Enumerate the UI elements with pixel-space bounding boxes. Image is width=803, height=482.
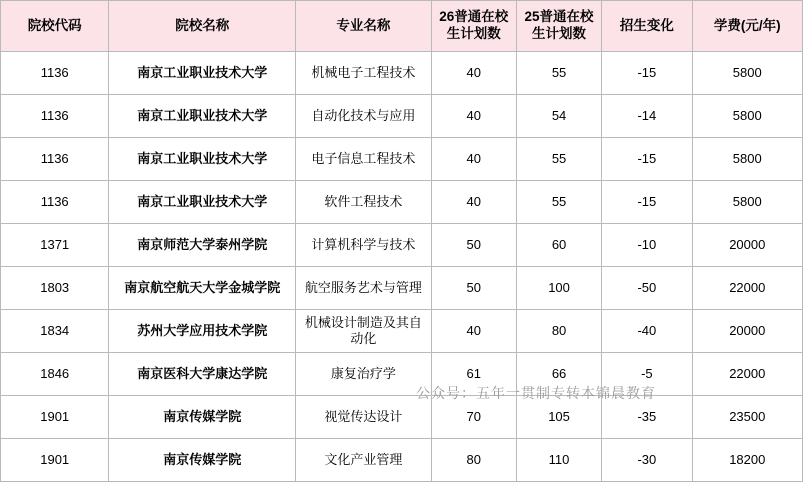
- cell-plan-2026: 40: [431, 52, 516, 95]
- column-header-code: 院校代码: [1, 1, 109, 52]
- cell-code: 1136: [1, 95, 109, 138]
- cell-change: -15: [602, 181, 692, 224]
- column-header-plan-2025: 25普通在校生计划数: [516, 1, 601, 52]
- cell-code: 1136: [1, 138, 109, 181]
- watermark-text: 公众号：五年一贯制专转本锦晨教育: [416, 385, 656, 401]
- cell-major: 航空服务艺术与管理: [296, 267, 432, 310]
- cell-code: 1136: [1, 52, 109, 95]
- cell-fee: 20000: [692, 224, 802, 267]
- cell-plan-2026: 40: [431, 138, 516, 181]
- table-row: [1, 310, 803, 353]
- table-row: [1, 95, 803, 138]
- cell-plan-2025: 100: [516, 267, 601, 310]
- table-row: [1, 138, 803, 181]
- cell-plan-2026: 80: [431, 439, 516, 482]
- column-header-fee: 学费(元/年): [692, 1, 802, 52]
- cell-code: 1803: [1, 267, 109, 310]
- table-row: [1, 267, 803, 310]
- cell-change: -35: [602, 396, 692, 439]
- cell-major: 自动化技术与应用: [296, 95, 432, 138]
- cell-school: 南京传媒学院: [109, 396, 296, 439]
- cell-plan-2026: 40: [431, 95, 516, 138]
- cell-fee: 5800: [692, 138, 802, 181]
- table-row: [1, 224, 803, 267]
- cell-change: -14: [602, 95, 692, 138]
- column-header-plan-2026: 26普通在校生计划数: [431, 1, 516, 52]
- cell-fee: 5800: [692, 181, 802, 224]
- table-body: [1, 52, 803, 482]
- cell-fee: 23500: [692, 396, 802, 439]
- cell-code: 1901: [1, 439, 109, 482]
- column-header-change: 招生变化: [602, 1, 692, 52]
- cell-plan-2025: 55: [516, 52, 601, 95]
- cell-change: -30: [602, 439, 692, 482]
- cell-school: 南京医科大学康达学院: [109, 353, 296, 396]
- cell-school: 南京师范大学泰州学院: [109, 224, 296, 267]
- table-row: [1, 396, 803, 439]
- cell-plan-2025: 54: [516, 95, 601, 138]
- cell-major: 机械电子工程技术: [296, 52, 432, 95]
- cell-change: -15: [602, 138, 692, 181]
- table-header-row: [1, 1, 803, 52]
- cell-plan-2025: 60: [516, 224, 601, 267]
- cell-change: -10: [602, 224, 692, 267]
- cell-fee: 22000: [692, 267, 802, 310]
- cell-plan-2026: 40: [431, 181, 516, 224]
- table-row: [1, 181, 803, 224]
- cell-plan-2026: 61: [431, 353, 516, 396]
- cell-code: 1901: [1, 396, 109, 439]
- cell-major: 康复治疗学: [296, 353, 432, 396]
- cell-fee: 5800: [692, 52, 802, 95]
- cell-major: 文化产业管理: [296, 439, 432, 482]
- column-header-major: 专业名称: [296, 1, 432, 52]
- cell-major: 视觉传达设计: [296, 396, 432, 439]
- table-row: [1, 353, 803, 396]
- cell-major: 机械设计制造及其自动化: [296, 310, 432, 353]
- cell-major: 计算机科学与技术: [296, 224, 432, 267]
- cell-plan-2025: 66: [516, 353, 601, 396]
- table-row: [1, 439, 803, 482]
- cell-school: 南京传媒学院: [109, 439, 296, 482]
- cell-major: 电子信息工程技术: [296, 138, 432, 181]
- cell-school: 苏州大学应用技术学院: [109, 310, 296, 353]
- cell-plan-2025: 105: [516, 396, 601, 439]
- cell-fee: 22000: [692, 353, 802, 396]
- cell-plan-2026: 70: [431, 396, 516, 439]
- cell-plan-2025: 55: [516, 181, 601, 224]
- column-header-school: 院校名称: [109, 1, 296, 52]
- cell-code: 1834: [1, 310, 109, 353]
- cell-fee: 20000: [692, 310, 802, 353]
- cell-change: -15: [602, 52, 692, 95]
- cell-change: -50: [602, 267, 692, 310]
- table-row: [1, 52, 803, 95]
- cell-change: -40: [602, 310, 692, 353]
- cell-school: 南京航空航天大学金城学院: [109, 267, 296, 310]
- cell-plan-2025: 80: [516, 310, 601, 353]
- cell-code: 1371: [1, 224, 109, 267]
- cell-code: 1136: [1, 181, 109, 224]
- cell-fee: 18200: [692, 439, 802, 482]
- cell-code: 1846: [1, 353, 109, 396]
- cell-school: 南京工业职业技术大学: [109, 95, 296, 138]
- cell-major: 软件工程技术: [296, 181, 432, 224]
- cell-plan-2026: 40: [431, 310, 516, 353]
- cell-school: 南京工业职业技术大学: [109, 181, 296, 224]
- cell-school: 南京工业职业技术大学: [109, 138, 296, 181]
- cell-school: 南京工业职业技术大学: [109, 52, 296, 95]
- cell-plan-2026: 50: [431, 224, 516, 267]
- cell-fee: 5800: [692, 95, 802, 138]
- cell-change: -5: [602, 353, 692, 396]
- cell-plan-2025: 110: [516, 439, 601, 482]
- cell-plan-2025: 55: [516, 138, 601, 181]
- cell-plan-2026: 50: [431, 267, 516, 310]
